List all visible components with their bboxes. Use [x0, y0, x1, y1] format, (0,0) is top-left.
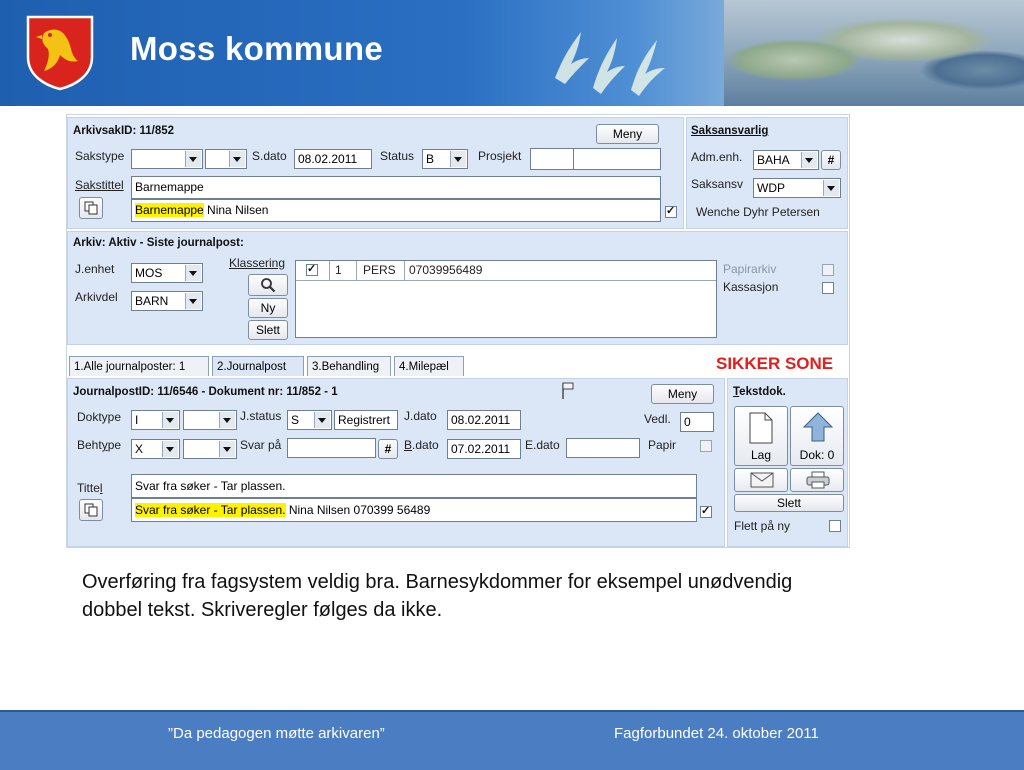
arkivdel-select[interactable]: BARN — [131, 291, 203, 311]
status-label: Status — [380, 149, 415, 163]
klassering-list[interactable] — [295, 260, 717, 338]
vedl-field[interactable]: 0 — [680, 412, 714, 432]
jstatus-text: Registrert — [334, 410, 398, 430]
arkivsak-title: ArkivsakID: 11/852 — [73, 125, 175, 137]
saksansvarlig-panel — [686, 117, 848, 229]
klassering-label: Klassering — [229, 256, 286, 270]
sakstype-subselect[interactable] — [205, 149, 247, 169]
arkivsak-panel — [67, 117, 684, 229]
sakstype-select[interactable] — [131, 149, 203, 169]
ny-klassering-button[interactable]: Ny — [248, 298, 288, 318]
svarpa-hash-button[interactable]: # — [378, 439, 398, 459]
upload-arrow-icon — [802, 411, 834, 443]
tekstdok-title: Tekstdok. — [733, 386, 786, 398]
doktype-subselect[interactable] — [183, 410, 237, 430]
page-title: Moss kommune — [130, 30, 383, 67]
papir-checkbox[interactable] — [700, 440, 712, 452]
copy-icon — [84, 503, 98, 517]
tab-milepael[interactable]: 4.Milepæl — [394, 356, 464, 376]
prosjekt-label: Prosjekt — [478, 149, 522, 163]
archive-app-screenshot — [66, 114, 850, 548]
jenhet-select[interactable]: MOS — [131, 263, 203, 283]
header-banner — [0, 0, 1024, 106]
svarpa-label: Svar på — [240, 438, 282, 452]
dok-button[interactable] — [790, 406, 844, 466]
behtype-subselect[interactable] — [183, 439, 237, 459]
sikker-sone-label: SIKKER SONE — [716, 354, 834, 373]
print-button[interactable] — [790, 468, 844, 492]
dok-label: Dok: 0 — [799, 448, 835, 462]
behtype-select[interactable]: X — [131, 439, 180, 459]
kassasjon-label: Kassasjon — [723, 280, 779, 294]
sakstittel-label: Sakstittel — [75, 178, 124, 192]
doktype-select[interactable]: I — [131, 410, 180, 430]
saksansv-label: Saksansv — [691, 177, 744, 191]
birds-decoration-icon — [545, 18, 675, 98]
jdato-field[interactable]: 08.02.2011 — [447, 410, 521, 430]
admenh-label: Adm.enh. — [691, 150, 743, 164]
sdato-field[interactable]: 08.02.2011 — [294, 149, 372, 169]
klassering-row[interactable] — [296, 261, 716, 281]
papirarkiv-checkbox[interactable] — [822, 264, 834, 276]
vedl-label: Vedl. — [644, 412, 671, 426]
papirarkiv-label: Papirarkiv — [723, 262, 777, 276]
jstatus-select[interactable]: S — [287, 410, 332, 430]
copy-tittel-button[interactable] — [79, 499, 103, 521]
lag-label: Lag — [750, 448, 772, 462]
prosjekt-name-field[interactable] — [573, 148, 661, 170]
aerial-photo — [724, 0, 1024, 106]
jdato-label: J.dato — [404, 409, 437, 423]
sdato-label: S.dato — [252, 149, 287, 163]
journalpost-menu-button[interactable]: Meny — [651, 384, 714, 404]
sakstittel-offentlig-field[interactable]: Barnemappe Nina Nilsen — [131, 199, 661, 222]
slide-caption: Overføring fra fagsystem veldig bra. Barnesykdommer for eksempel unødvendig dobbel tekst. Skriveregler følges da ikke. — [82, 571, 793, 621]
bdato-field[interactable]: 07.02.2011 — [447, 439, 521, 459]
saksansvarlig-person: Wenche Dyhr Petersen — [696, 205, 820, 219]
footer-left-text: ”Da pedagogen møtte arkivaren” — [168, 725, 385, 742]
arkiv-title: Arkiv: Aktiv - Siste journalpost: — [73, 237, 244, 249]
kassasjon-checkbox[interactable] — [822, 282, 834, 294]
search-icon — [260, 277, 276, 293]
search-klassering-button[interactable] — [248, 274, 288, 296]
arkiv-panel — [67, 231, 848, 345]
klassering-row-type: PERS — [363, 263, 396, 277]
sakstype-label: Sakstype — [75, 149, 125, 163]
slett-dokument-button[interactable]: Slett — [734, 494, 844, 512]
admenh-hash-button[interactable]: # — [821, 150, 841, 170]
coat-of-arms-logo — [26, 15, 94, 91]
jenhet-label: J.enhet — [75, 262, 115, 276]
jstatus-label: J.status — [240, 409, 282, 423]
sakstittel-field[interactable]: Barnemappe — [131, 176, 661, 199]
journalpost-panel — [67, 378, 725, 547]
tab-behandling[interactable]: 3.Behandling — [307, 356, 391, 376]
status-select[interactable]: B — [422, 149, 468, 169]
arkivdel-label: Arkivdel — [75, 290, 118, 304]
skjerm-sakstittel-checkbox[interactable] — [665, 206, 677, 218]
tittel-field[interactable]: Svar fra søker - Tar plassen. — [131, 474, 697, 498]
slide-footer — [0, 710, 1024, 770]
admenh-select[interactable]: BAHA — [753, 150, 819, 170]
flag-icon[interactable] — [561, 382, 575, 400]
edato-label: E.dato — [525, 438, 560, 452]
prosjekt-field[interactable] — [530, 148, 574, 170]
tab-journalpost[interactable]: 2.Journalpost — [212, 356, 304, 376]
arkivsak-menu-button[interactable]: Meny — [596, 124, 659, 144]
email-icon — [750, 472, 774, 488]
tittel-offentlig-field[interactable]: Svar fra søker - Tar plassen. Nina Nilsen 070399 56489 — [131, 498, 697, 522]
saksansv-select[interactable]: WDP — [753, 178, 841, 198]
papir-label: Papir — [648, 438, 677, 452]
bdato-label: B.dato — [404, 438, 439, 452]
saksansvarlig-title: Saksansvarlig — [691, 125, 769, 137]
new-document-icon — [748, 412, 774, 444]
tittel-label: Tittel — [77, 481, 103, 495]
flett-checkbox[interactable] — [829, 520, 841, 532]
doktype-label: Doktype — [77, 410, 122, 424]
flett-label: Flett på ny — [734, 519, 791, 533]
behtype-label: Behtype — [77, 438, 122, 452]
copy-icon — [84, 201, 98, 215]
edato-field[interactable] — [566, 438, 640, 458]
svarpa-field[interactable] — [287, 438, 376, 458]
printer-icon — [806, 471, 830, 489]
tab-alle-journalposter[interactable]: 1.Alle journalposter: 1 — [69, 356, 209, 376]
skjerm-tittel-checkbox[interactable] — [700, 506, 712, 518]
tekstdok-panel — [727, 378, 848, 547]
klassering-row-value: 07039956489 — [409, 263, 483, 277]
footer-right-text: Fagforbundet 24. oktober 2011 — [614, 725, 819, 742]
email-button[interactable] — [734, 468, 788, 492]
copy-sakstittel-button[interactable] — [79, 197, 103, 219]
klassering-row-checkbox[interactable] — [306, 264, 318, 276]
slett-klassering-button[interactable]: Slett — [248, 320, 288, 340]
lag-dokument-button[interactable] — [734, 406, 788, 466]
journalpost-title: JournalpostID: 11/6546 - Dokument nr: 11/852 - 1 — [73, 386, 338, 398]
klassering-row-nr: 1 — [335, 263, 342, 277]
